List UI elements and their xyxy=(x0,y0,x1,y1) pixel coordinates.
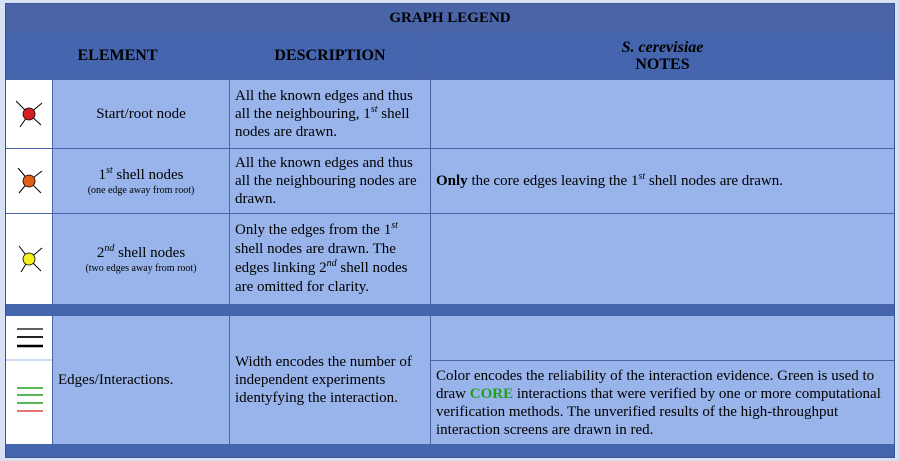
header-description-label: DESCRIPTION xyxy=(274,47,386,64)
first-shell-description xyxy=(230,149,430,213)
edges-notes-part-b: interactions that were verified by one or more computational verification methods. The unverified results of the high-throughput interaction screens are drawn in red. xyxy=(436,385,881,438)
first-shell-notes-part-b: shell nodes are drawn. xyxy=(645,173,783,189)
header-element-label: ELEMENT xyxy=(77,47,158,64)
second-desc-sup: st xyxy=(391,220,398,231)
first-shell-notes-sup: st xyxy=(638,171,646,182)
second-desc-part-a: Only the edges from the 1 xyxy=(235,222,392,238)
edges-notes xyxy=(431,361,894,444)
orange-node-icon xyxy=(14,166,44,196)
first-shell-name xyxy=(53,149,229,213)
second-shell-notes xyxy=(431,214,894,304)
second-shell-num: 2 xyxy=(96,244,105,261)
second-shell-name xyxy=(53,214,229,304)
root-desc-part-a: All the known edges and thus all the neighbouring, 1 xyxy=(235,88,413,122)
bottom-band xyxy=(6,445,894,457)
header-description xyxy=(230,33,430,79)
yellow-node-icon xyxy=(14,244,44,274)
root-node-name xyxy=(53,80,229,148)
second-shell-sup: nd xyxy=(104,242,115,254)
root-desc-part-b: shell nodes are drawn. xyxy=(235,106,410,140)
header-notes-label: NOTES xyxy=(635,56,690,73)
edges-notes-top xyxy=(431,316,894,360)
first-shell-label: shell nodes xyxy=(112,166,184,183)
edges-description xyxy=(230,316,430,444)
first-shell-notes-bold: Only xyxy=(436,173,468,189)
header-notes-species: S. cerevisiae xyxy=(621,39,704,56)
first-shell-notes-part-a: the core edges leaving the 1 xyxy=(467,173,639,189)
root-desc-sup: st xyxy=(370,104,378,115)
legend-title: GRAPH LEGEND xyxy=(389,10,511,26)
second-desc-sup2: nd xyxy=(326,258,337,269)
edges-icon-cell xyxy=(6,316,52,444)
edges-desc-text: Width encodes the number of independent experiments identyfying the interaction. xyxy=(235,354,412,406)
first-shell-subtitle: (one edge away from root) xyxy=(87,184,195,196)
second-desc-part-b: shell nodes are drawn. The edges linking 2 xyxy=(235,241,396,276)
red-node-icon xyxy=(14,99,44,129)
edges-notes-part-a: Color encodes the reliability of the interaction evidence. Green is used to draw xyxy=(436,367,875,402)
header-element xyxy=(6,33,229,79)
second-shell-icon-cell xyxy=(6,214,52,304)
root-node-notes xyxy=(431,80,894,148)
root-node-icon-cell xyxy=(6,80,52,148)
first-shell-notes xyxy=(431,149,894,213)
second-shell-description xyxy=(230,214,430,304)
root-node-label: Start/root node xyxy=(96,105,186,122)
first-shell-num: 1 xyxy=(98,166,106,183)
second-shell-subtitle: (two edges away from root) xyxy=(85,262,197,274)
first-shell-icon-cell xyxy=(6,149,52,213)
edge-lines-icon xyxy=(6,316,52,444)
header-notes xyxy=(431,33,894,79)
section-separator xyxy=(6,305,894,315)
first-shell-sup: st xyxy=(106,164,113,176)
edges-label: Edges/Interactions. xyxy=(58,371,174,388)
graph-legend-table xyxy=(5,3,895,458)
first-shell-desc-text: All the known edges and thus all the neighbouring nodes are drawn. xyxy=(235,155,417,207)
core-highlight: CORE xyxy=(469,385,514,402)
second-desc-part-c: shell nodes are omitted for clarity. xyxy=(235,260,408,295)
root-node-description xyxy=(230,80,430,148)
edges-name xyxy=(53,316,229,444)
second-shell-label: shell nodes xyxy=(114,244,186,261)
